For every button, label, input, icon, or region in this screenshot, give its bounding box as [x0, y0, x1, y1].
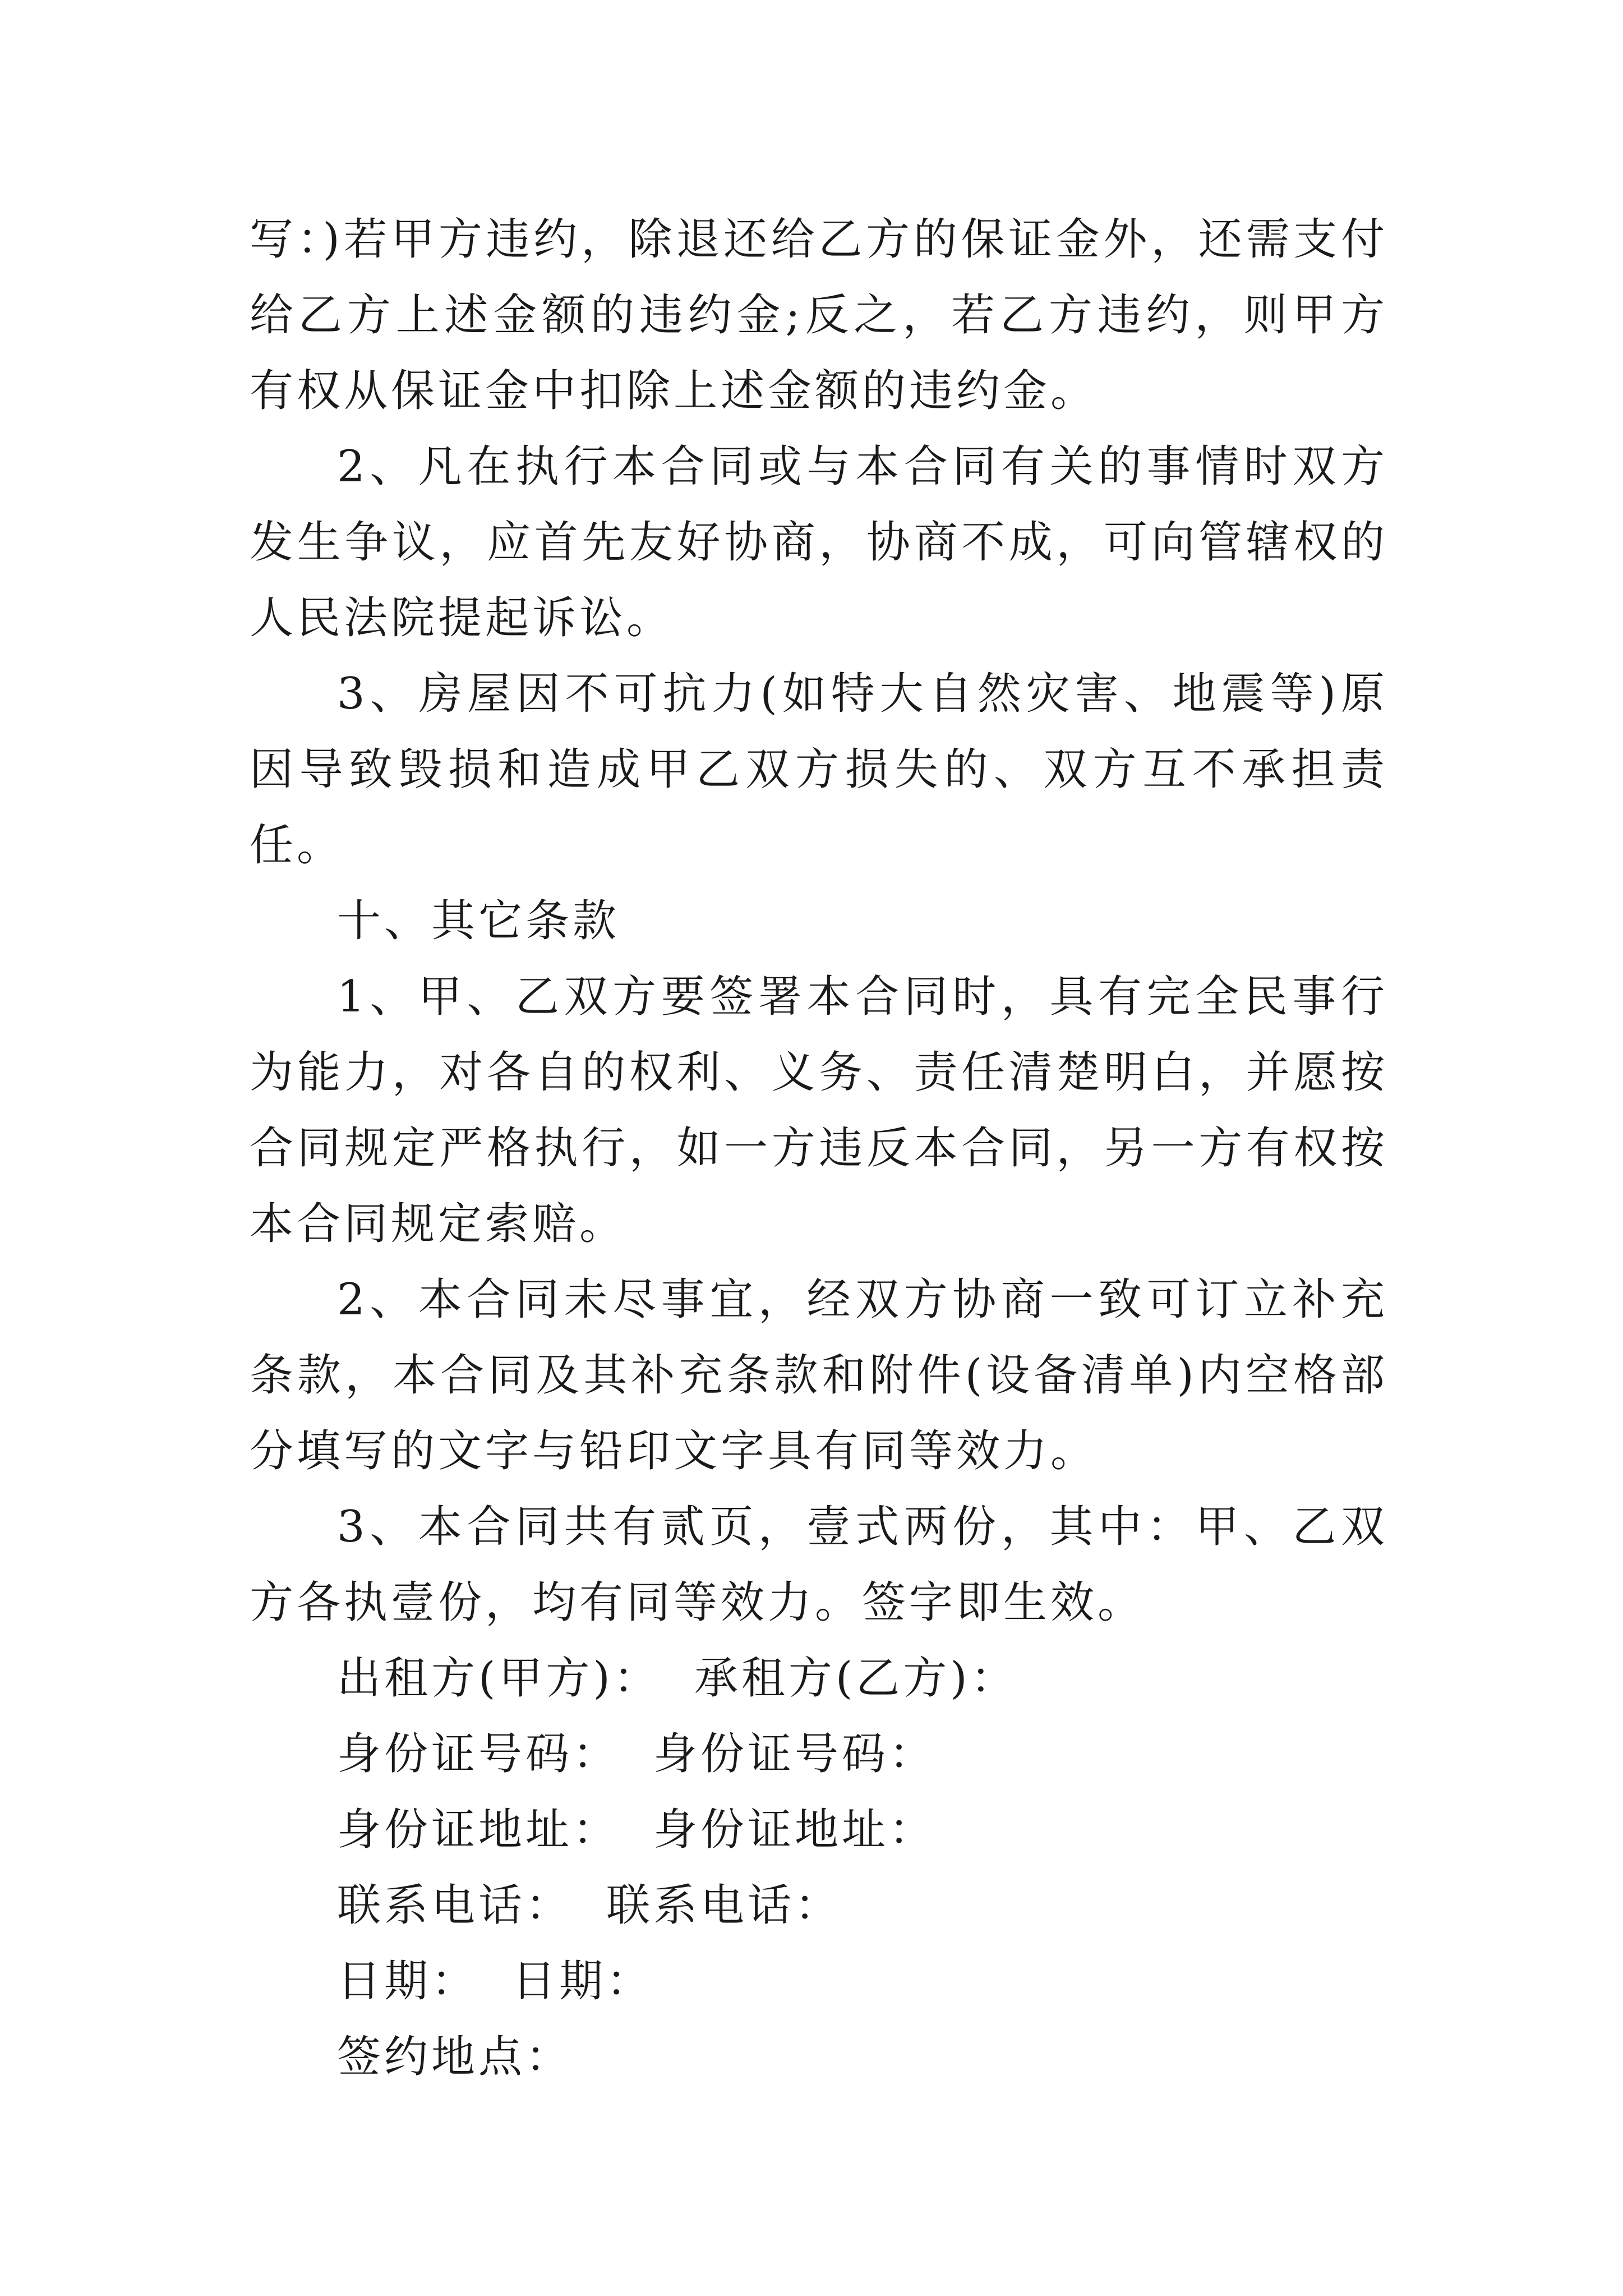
id-address-label-b: 身份证地址：: [653, 1805, 937, 1855]
signature-place-line: [250, 2019, 1388, 2095]
phone-label-a: 联系电话：: [337, 1880, 573, 1931]
id-number-label-b: 身份证号码：: [653, 1729, 937, 1779]
signature-date-line: [250, 1944, 1388, 2019]
section-heading-other-terms: 十、其它条款: [337, 896, 620, 946]
phone-label-b: 联系电话：: [606, 1880, 842, 1931]
date-label-b: 日期：: [512, 1956, 654, 2007]
paragraph-dispute-resolution: 2、凡在执行本合同或与本合同有关的事情时双方发生争议，应首先友好协商，协商不成，可向管辖权的人民法院提起诉讼。: [250, 441, 1388, 643]
document-body: [250, 202, 1388, 2095]
signature-id-number-line: [250, 1717, 1388, 1792]
signature-block: [250, 1641, 1388, 2095]
paragraph-copies-validity: 3、本合同共有贰页，壹式两份，其中：甲、乙双方各执壹份，均有同等效力。签字即生效。: [250, 1502, 1388, 1628]
paragraph-supplementary-terms: 2、本合同未尽事宜，经双方协商一致可订立补充条款，本合同及其补充条款和附件(设备清单)内空格部分填写的文字与铅印文字具有同等效力。: [250, 1274, 1388, 1476]
lessee-label: 承租方(乙方)：: [694, 1653, 1018, 1704]
signature-parties-line: [250, 1641, 1388, 1717]
signature-id-address-line: [250, 1792, 1388, 1868]
id-address-label-a: 身份证地址：: [337, 1805, 620, 1855]
signing-place-label: 签约地点：: [337, 2032, 573, 2082]
paragraph-breach-penalty: 写：)若甲方违约，除退还给乙方的保证金外，还需支付给乙方上述金额的违约金;反之，若乙方违约，则甲方有权从保证金中扣除上述金额的违约金。: [250, 214, 1388, 416]
date-label-a: 日期：: [337, 1956, 479, 2007]
signature-phone-line: [250, 1868, 1388, 1944]
paragraph-force-majeure: 3、房屋因不可抗力(如特大自然灾害、地震等)原因导致毁损和造成甲乙双方损失的、双方互不承担责任。: [250, 669, 1388, 871]
paragraph-capacity: 1、甲、乙双方要签署本合同时，具有完全民事行为能力，对各自的权利、义务、责任清楚明白，并愿按合同规定严格执行，如一方违反本合同，另一方有权按本合同规定索赔。: [250, 972, 1388, 1249]
lessor-label: 出租方(甲方)：: [337, 1653, 661, 1704]
id-number-label-a: 身份证号码：: [337, 1729, 620, 1779]
